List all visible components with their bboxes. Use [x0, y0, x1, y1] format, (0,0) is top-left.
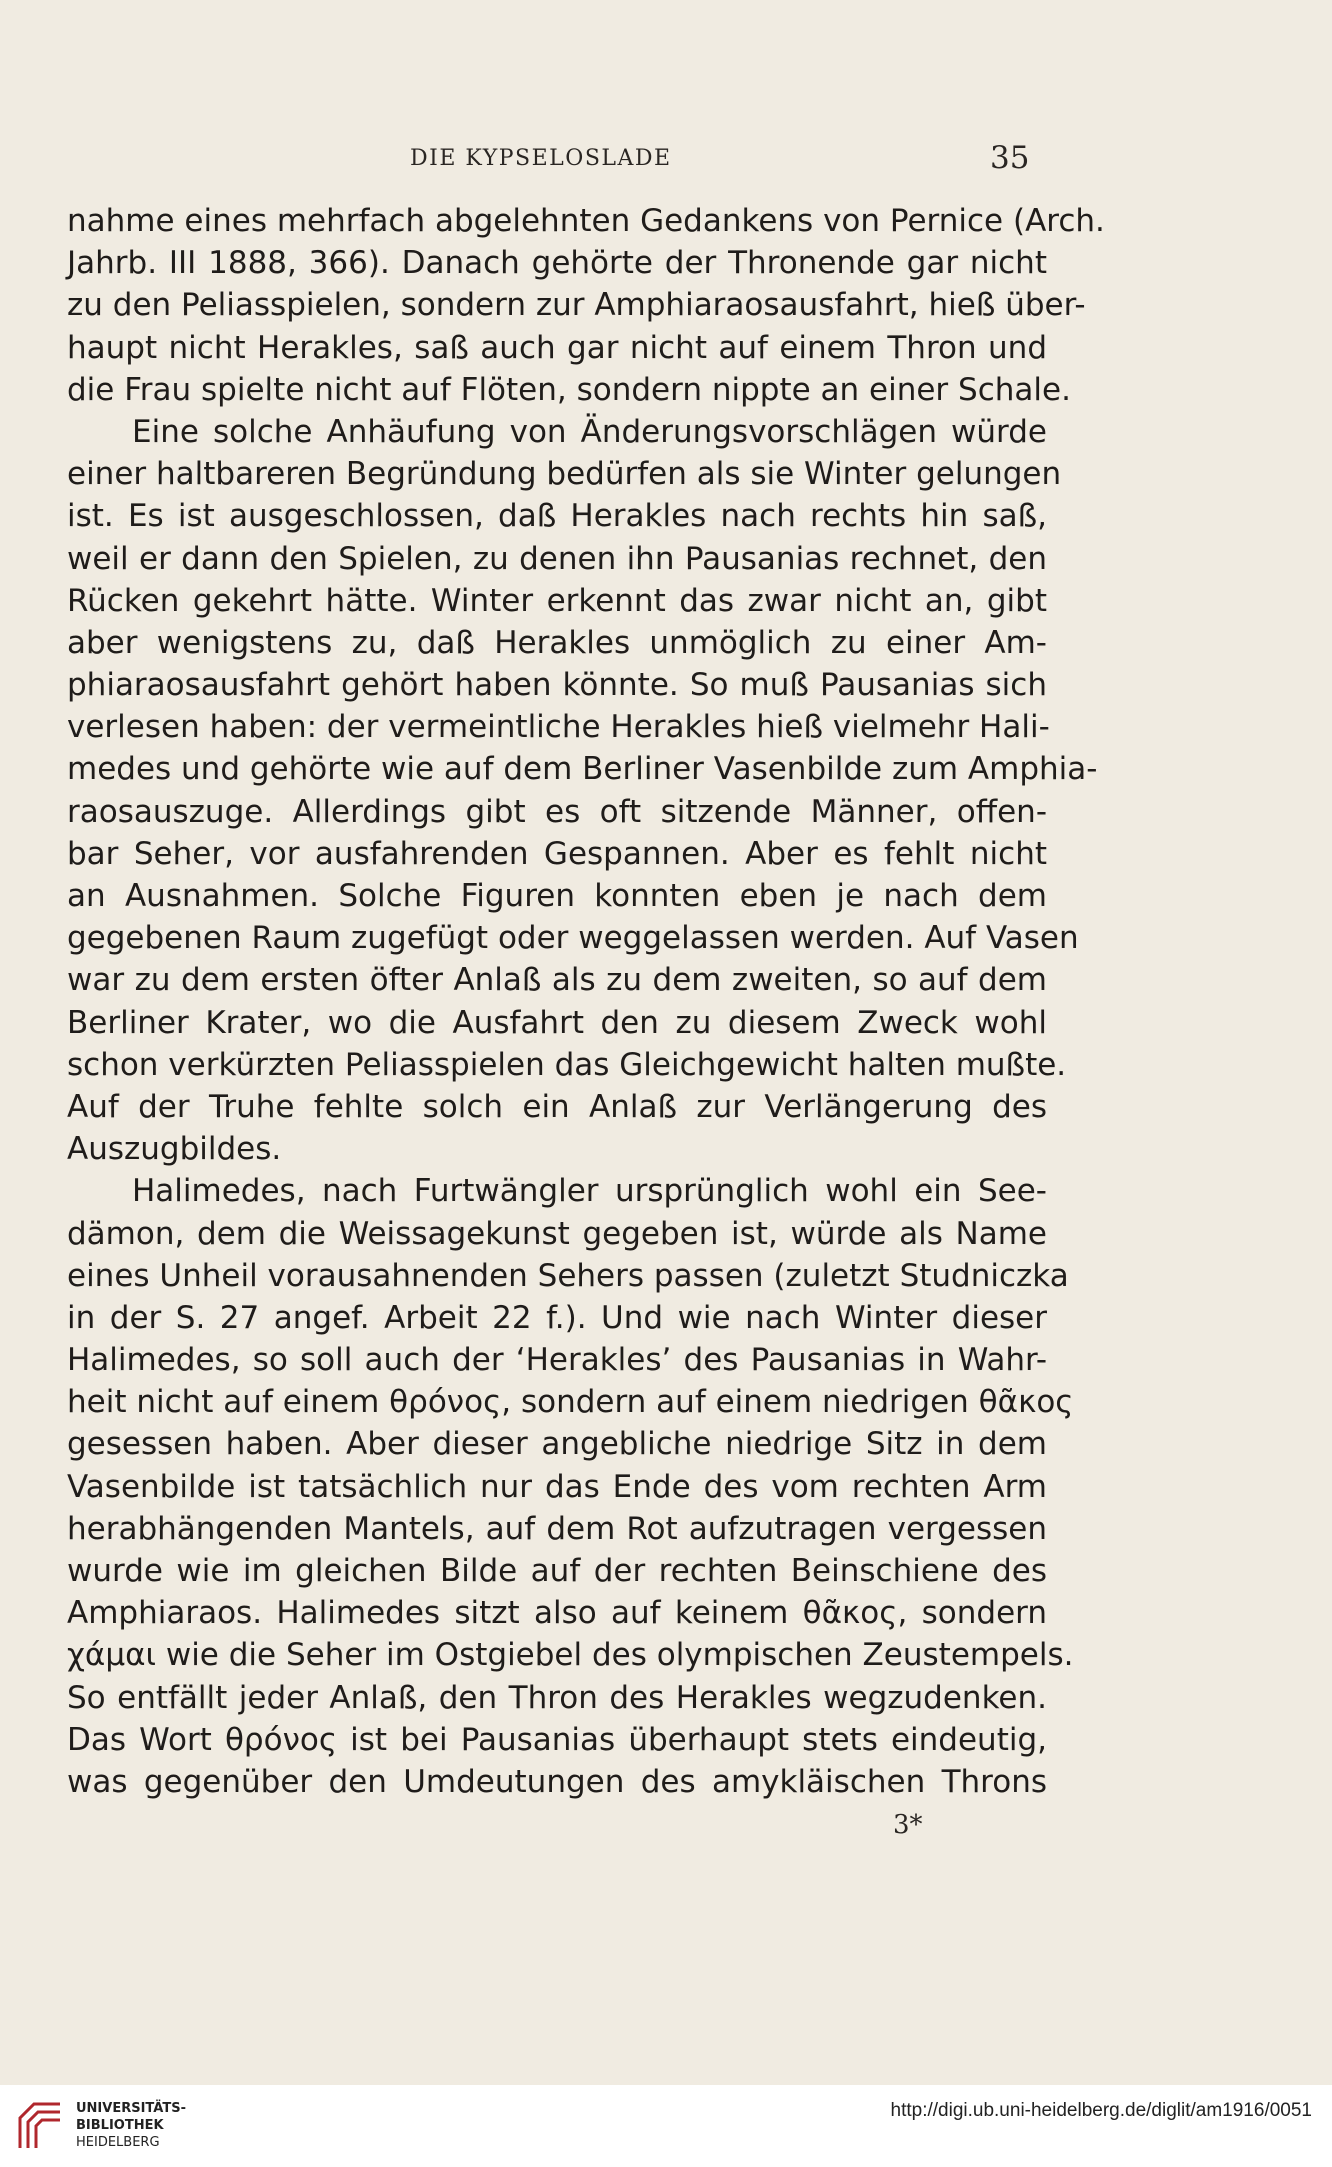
- text-line: bar Seher, vor ausfahrenden Gespannen. Aber es fehlt nicht: [67, 835, 1047, 872]
- page-number: 35: [990, 140, 1030, 176]
- library-name-line: HEIDELBERG: [76, 2135, 160, 2150]
- text-line: gegebenen Raum zugefügt oder weggelassen werden. Auf Vasen: [67, 920, 1079, 957]
- text-line: So entfällt jeder Anlaß, den Thron des Herakles wegzudenken.: [67, 1679, 1047, 1716]
- text-line: nahme eines mehrfach abgelehnten Gedankens von Pernice (Arch.: [67, 203, 1105, 239]
- text-line: was gegenüber den Umdeutungen des amykläischen Throns: [67, 1763, 1047, 1800]
- text-line: Auszugbildes.: [67, 1131, 282, 1168]
- library-name-line: UNIVERSITÄTS-: [76, 2101, 186, 2116]
- text-line: heit nicht auf einem θρόνος, sondern auf einem niedrigen θᾶκος: [67, 1384, 1074, 1421]
- text-line: dämon, dem die Weissagekunst gegeben ist, würde als Name: [67, 1215, 1047, 1252]
- text-line: raosauszuge. Allerdings gibt es oft sitzende Männer, offen-: [67, 793, 1047, 830]
- text-line: in der S. 27 angef. Arbeit 22 f.). Und wie nach Winter dieser: [67, 1299, 1047, 1336]
- text-line: weil er dann den Spielen, zu denen ihn Pausanias rechnet, den: [67, 540, 1047, 577]
- text-line: Amphiaraos. Halimedes sitzt also auf keinem θᾶκος, sondern: [67, 1595, 1047, 1632]
- text-line: wurde wie im gleichen Bilde auf der rechten Beinschiene des: [67, 1553, 1047, 1589]
- text-line: Rücken gekehrt hätte. Winter erkennt das zwar nicht an, gibt: [67, 582, 1047, 619]
- running-head: [0, 140, 1332, 180]
- text-line: Berliner Krater, wo die Ausfahrt den zu diesem Zweck wohl: [67, 1004, 1047, 1041]
- text-line: die Frau spielte nicht auf Flöten, sondern nippte an einer Schale.: [67, 371, 1071, 408]
- text-line: Auf der Truhe fehlte solch ein Anlaß zur Verlängerung des: [67, 1088, 1047, 1125]
- text-line: verlesen haben: der vermeintliche Herakles hieß vielmehr Hali-: [67, 709, 1050, 746]
- body-text: [67, 200, 1105, 1803]
- library-logo-icon: [14, 2098, 66, 2152]
- text-line: Eine solche Anhäufung von Änderungsvorschlägen würde: [132, 413, 1047, 450]
- library-name: [76, 2100, 186, 2151]
- source-url-link[interactable]: http://digi.ub.uni-heidelberg.de/diglit/am1916/0051: [890, 2100, 1312, 2121]
- text-line: war zu dem ersten öfter Anlaß als zu dem zweiten, so auf dem: [67, 962, 1047, 999]
- text-line: herabhängenden Mantels, auf dem Rot aufzutragen vergessen: [67, 1510, 1047, 1547]
- text-line: zu den Peliasspielen, sondern zur Amphiaraosausfahrt, hieß über-: [67, 287, 1086, 324]
- text-line: Vasenbilde ist tatsächlich nur das Ende des vom rechten Arm: [67, 1468, 1047, 1505]
- text-line: an Ausnahmen. Solche Figuren konnten eben je nach dem: [67, 878, 1047, 914]
- text-line: ist. Es ist ausgeschlossen, daß Herakles nach rechts hin saß,: [67, 498, 1047, 535]
- text-line: haupt nicht Herakles, saß auch gar nicht auf einem Thron und: [67, 329, 1047, 366]
- text-line: Halimedes, nach Furtwängler ursprünglich wohl ein See-: [132, 1173, 1047, 1210]
- text-line: Das Wort θρόνος ist bei Pausanias überhaupt stets eindeutig,: [67, 1721, 1047, 1758]
- signature-mark: 3*: [893, 1810, 923, 1840]
- text-line: aber wenigstens zu, daß Herakles unmöglich zu einer Am-: [67, 624, 1047, 661]
- text-line: Jahrb. III 1888, 366). Danach gehörte der Thronende gar nicht: [67, 245, 1047, 282]
- running-title: DIE KYPSELOSLADE: [410, 146, 672, 171]
- text-line: eines Unheil vorausahnenden Sehers passen (zuletzt Studniczka: [67, 1257, 1069, 1294]
- text-line: χάμαι wie die Seher im Ostgiebel des olympischen Zeustempels.: [67, 1637, 1074, 1674]
- text-line: medes und gehörte wie auf dem Berliner Vasenbilde zum Amphia-: [67, 751, 1098, 788]
- text-line: gesessen haben. Aber dieser angebliche niedrige Sitz in dem: [67, 1426, 1047, 1463]
- text-line: schon verkürzten Peliasspielen das Gleichgewicht halten mußte.: [67, 1046, 1067, 1083]
- text-line: einer haltbareren Begründung bedürfen als sie Winter gelungen: [67, 456, 1062, 493]
- library-name-line: BIBLIOTHEK: [76, 2118, 164, 2133]
- footer-bar: [0, 2085, 1332, 2167]
- text-line: phiaraosausfahrt gehört haben könnte. So muß Pausanias sich: [67, 667, 1047, 704]
- text-line: Halimedes, so soll auch der ‘Herakles’ des Pausanias in Wahr-: [67, 1342, 1047, 1379]
